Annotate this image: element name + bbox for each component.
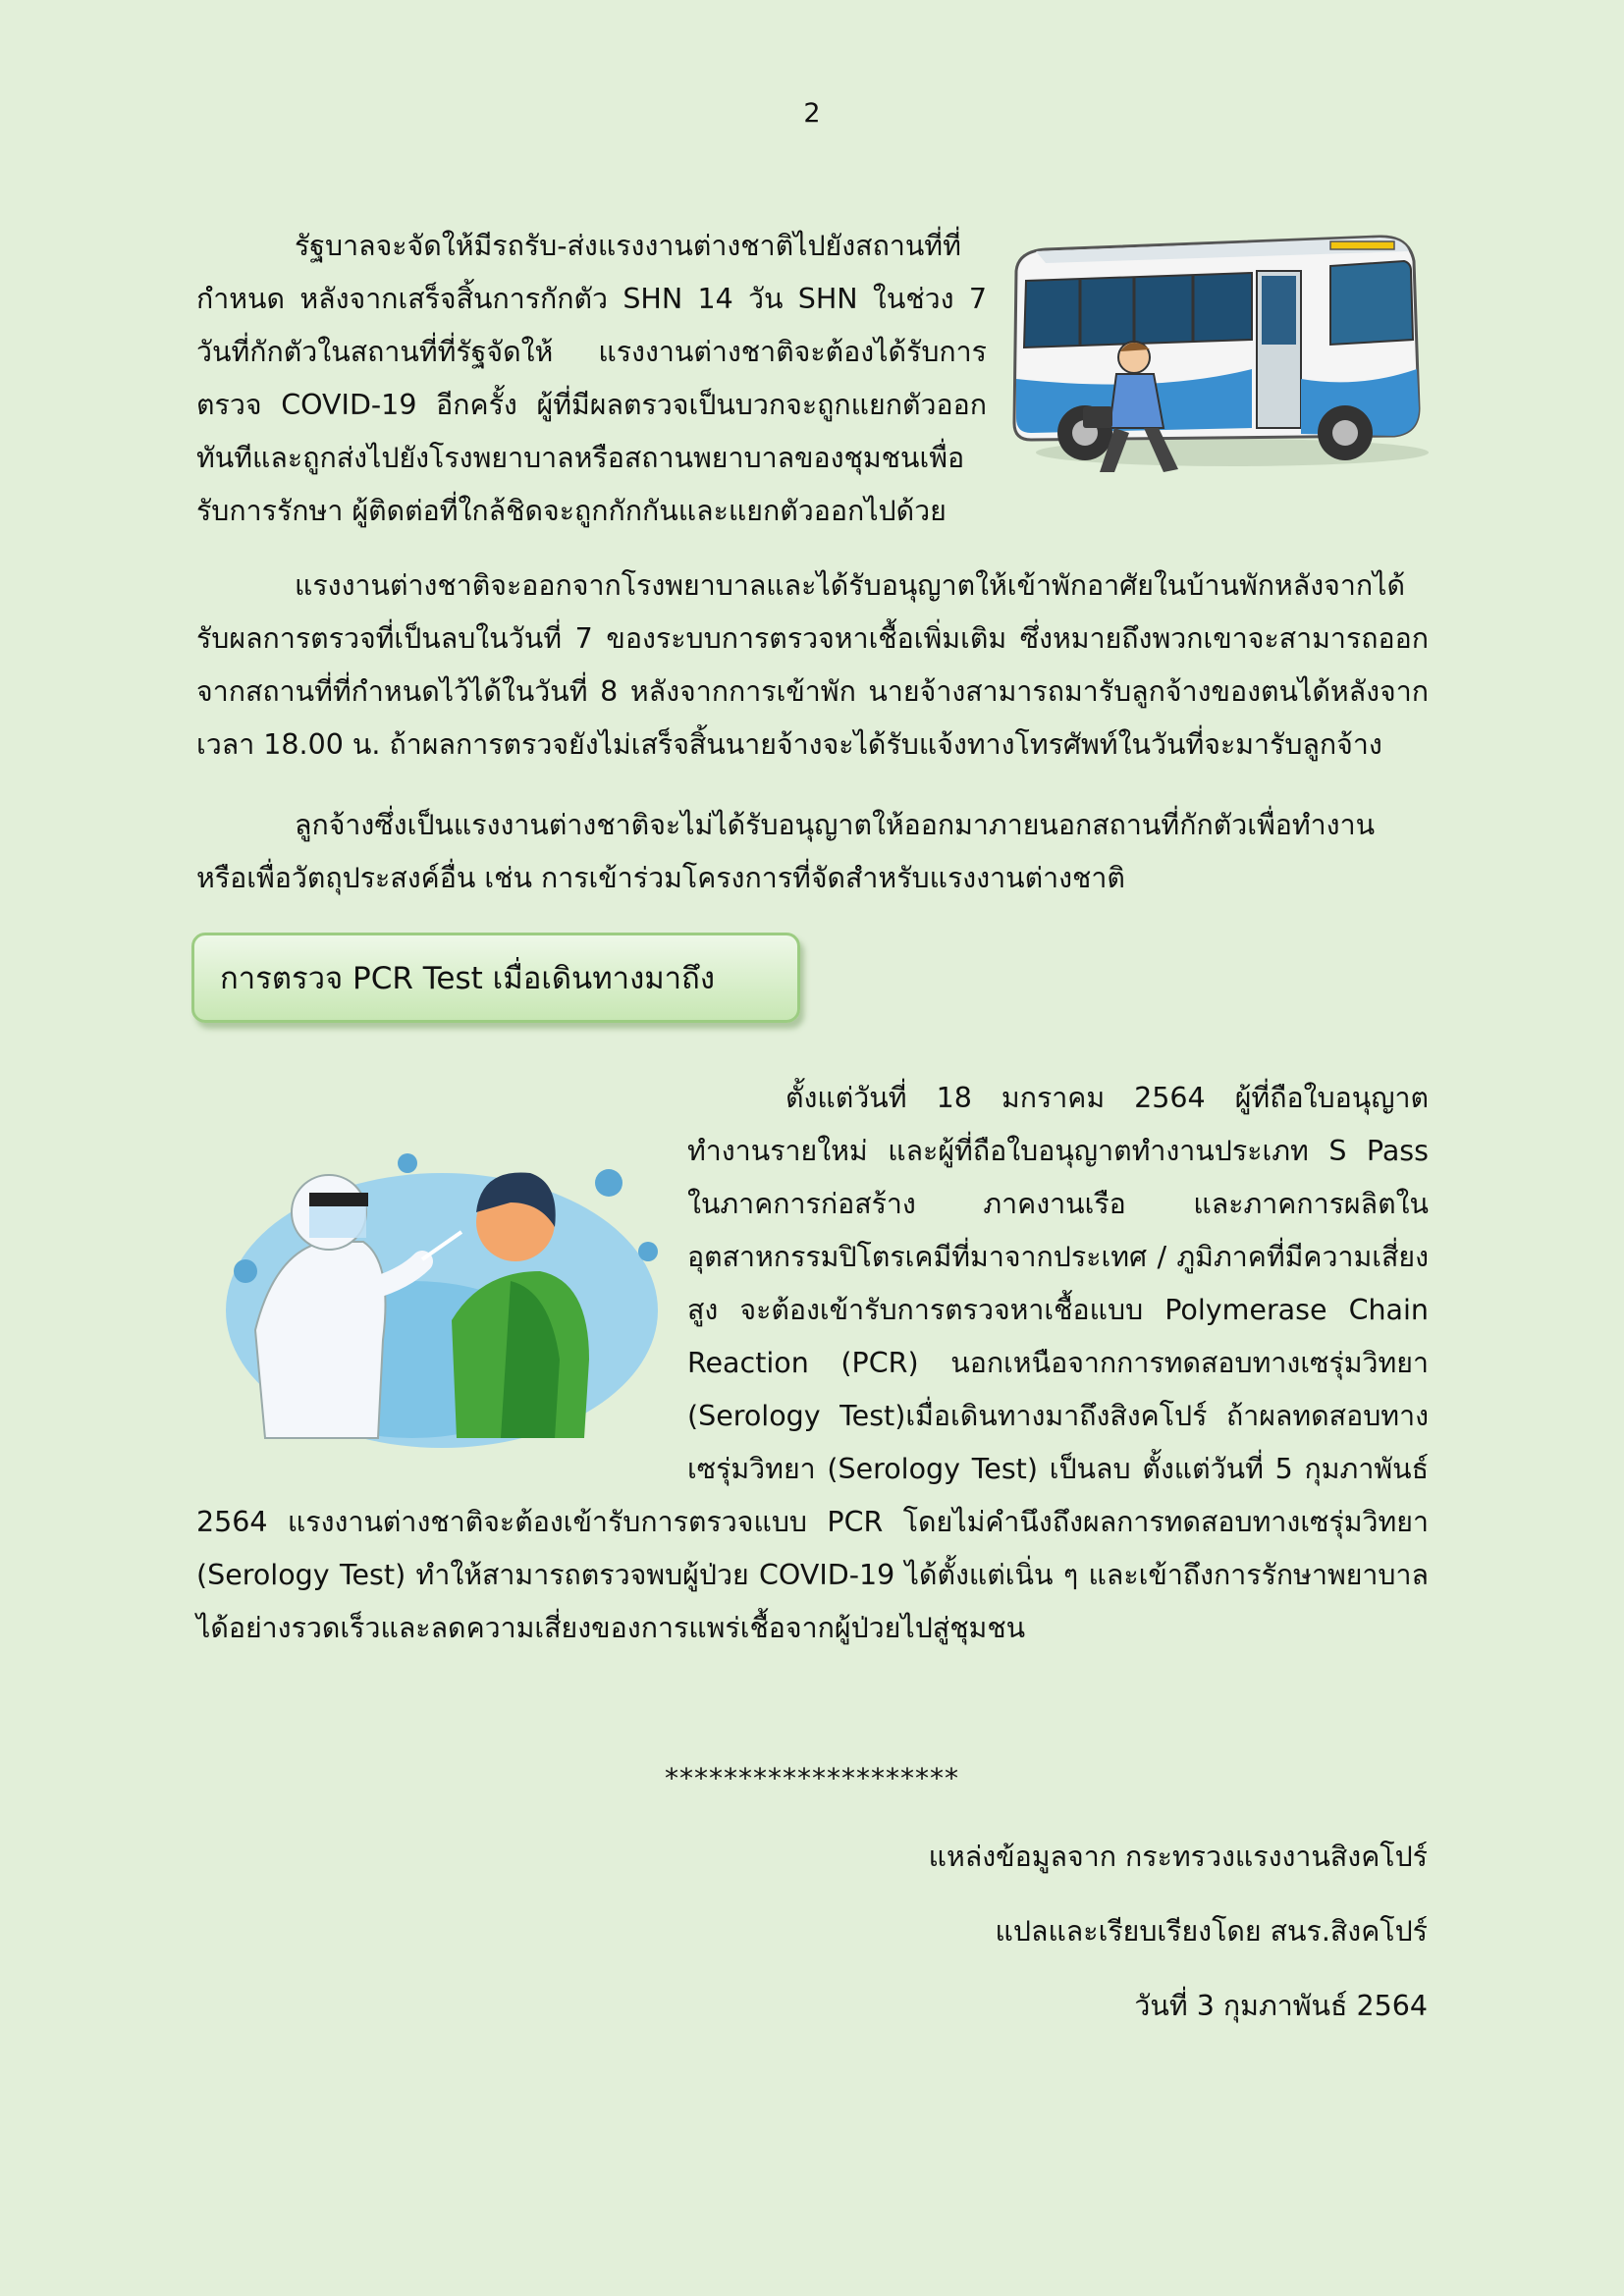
page-number: 2 bbox=[803, 98, 821, 129]
separator-stars: ******************** bbox=[665, 1762, 959, 1794]
section-heading-box bbox=[191, 933, 800, 1023]
paragraph-restrictions: ลูกจ้างซึ่งเป็นแรงงานต่างชาติจะไม่ได้รับอนุญาตให้ออกมาภายนอกสถานที่กักตัวเพื่อทำงาน หรือเพื่อวัตถุประสงค์อื่น เช่น การเข้าร่วมโครงการที่จัดสำหรับแรงงานต่างชาติ bbox=[196, 809, 1376, 894]
source-credit: แหล่งข้อมูลจาก กระทรวงแรงงานสิงคโปร์ bbox=[928, 1841, 1428, 1873]
translator-credit: แปลและเรียบเรียงโดย สนร.สิงคโปร์ bbox=[995, 1915, 1428, 1948]
paragraph-pcr-test: ตั้งแต่วันที่ 18 มกราคม 2564 ผู้ที่ถือใบอนุญาตทำงานรายใหม่ และผู้ที่ถือใบอนุญาตทำงานประเภท S Pass ในภาคการก่อสร้าง ภาคงานเรือ และภาคการผลิตในอุตสาหกรรมปิโตรเคมีที่มาจากประเทศ / ภูมิภาคที่มีความเสี่ยงสูง จะต้องเข้ารับการตรวจหาเชื้อแบบ Polymerase Chain Reaction (PCR) นอกเหนือจากการทดสอบทางเซรุ่มวิทยา (Serology Test)เมื่อเดินทางมาถึงสิงคโปร์ ถ้าผลทดสอบทางเซรุ่มวิทยา (Serology Test) เป็นลบ ตั้งแต่วันที่ 5 กุมภาพันธ์ 2564 แรงงานต่างชาติจะต้องเข้ารับการตรวจแบบ PCR โดยไม่คำนึงถึงผลการทดสอบทางเซรุ่มวิทยา (Serology Test) ทำให้สามารถตรวจพบผู้ป่วย COVID-19 ได้ตั้งแต่เนิ่น ๆ และเข้าถึงการรักษาพยาบาลได้อย่างรวดเร็วและลดความเสี่ยงของการแพร่เชื้อจากผู้ป่วยไปสู่ชุมชน bbox=[196, 1082, 1429, 1644]
paragraph-hospital-discharge: แรงงานต่างชาติจะออกจากโรงพยาบาลและได้รับอนุญาตให้เข้าพักอาศัยในบ้านพักหลังจากได้รับผลการตรวจที่เป็นลบในวันที่ 7 ของระบบการตรวจหาเชื้อเพิ่มเติม ซึ่งหมายถึงพวกเขาจะสามารถออกจากสถานที่ที่กำหนดไว้ได้ในวันที่ 8 หลังจากการเข้าพัก นายจ้างสามารถมารับลูกจ้างของตนได้หลังจากเวลา 18.00 น. ถ้าผลการตรวจยังไม่เสร็จสิ้นนายจ้างจะได้รับแจ้งทางโทรศัพท์ในวันที่จะมารับลูกจ้าง bbox=[196, 569, 1429, 761]
paragraph-shuttle-transport: รัฐบาลจะจัดให้มีรถรับ-ส่งแรงงานต่างชาติไปยังสถานที่ที่กำหนด หลังจากเสร็จสิ้นการกักตัว SHN 14 วัน SHN ในช่วง 7 วันที่กักตัวในสถานที่ที่รัฐจัดให้ แรงงานต่างชาติจะต้องได้รับการตรวจ COVID-19 อีกครั้ง ผู้ที่มีผลตรวจเป็นบวกจะถูกแยกตัวออกทันทีและถูกส่งไปยังโรงพยาบาลหรือสถานพยาบาลของชุมชนเพื่อรับการรักษา ผู้ติดต่อที่ใกล้ชิดจะถูกกักกันและแยกตัวออกไปด้วย bbox=[196, 230, 987, 527]
date-credit: วันที่ 3 กุมภาพันธ์ 2564 bbox=[1134, 1990, 1428, 2022]
pcr-swab-test-icon bbox=[216, 1144, 668, 1458]
section-heading: การตรวจ PCR Test เมื่อเดินทางมาถึง bbox=[220, 961, 715, 996]
bus-icon bbox=[1006, 232, 1429, 492]
